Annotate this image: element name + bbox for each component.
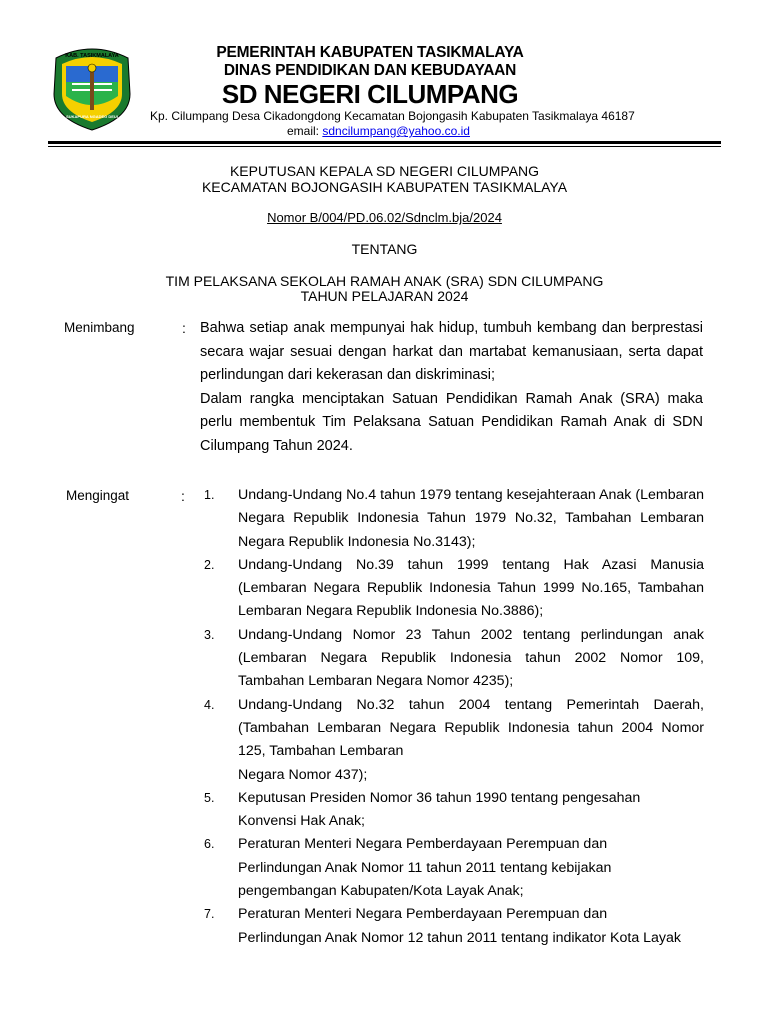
- menimbang-paragraph-2: Dalam rangka menciptakan Satuan Pendidikan Ramah Anak (SRA) maka perlu membentuk Tim Pelaksana Satuan Pendidikan Ramah Anak di SDN Cilumpang Tahun 2024.: [200, 390, 703, 454]
- menimbang-paragraph-1: Bahwa setiap anak mempunyai hak hidup, tumbuh kembang dan berprestasi secara wajar sesuai dengan harkat dan martabat kemanusiaan, serta dapat perlindungan dari kekerasan dan diskriminasi;: [200, 320, 703, 383]
- list-item-number: 3.: [204, 627, 215, 642]
- logo-top-text: KAB. TASIKMALAYA: [65, 53, 119, 59]
- mengingat-colon: :: [181, 488, 185, 504]
- list-item: [204, 554, 704, 624]
- list-item-number: 2.: [204, 557, 215, 572]
- email-label: email:: [287, 124, 320, 138]
- list-item: [204, 694, 704, 787]
- list-item-number: 5.: [204, 790, 215, 805]
- mengingat-label: Mengingat: [66, 488, 130, 503]
- list-item-text-continued: Perlindungan Anak Nomor 11 tahun 2011 tentang kebijakan: [238, 859, 612, 876]
- school-address: Kp. Cilumpang Desa Cikadongdong Kecamatan Bojongasih Kabupaten Tasikmalaya 46187: [150, 109, 635, 123]
- list-item: [204, 624, 704, 694]
- list-item-number: 1.: [204, 488, 215, 502]
- list-item-text-continued: Konvensi Hak Anak;: [238, 813, 365, 830]
- school-name: SD NEGERI CILUMPANG: [221, 79, 519, 109]
- list-item: [204, 833, 704, 903]
- list-item-text: Undang-Undang No.4 tahun 1979 tentang kesejahteraan Anak (Lembaran Negara Republik Indonesia Tahun 1979 No.32, Tambahan Lembaran Negara Republik Indonesia No.3143);: [238, 487, 704, 550]
- list-item-text: Keputusan Presiden Nomor 36 tahun 1990 tentang pengesahan: [238, 789, 641, 806]
- decree-title-2: KECAMATAN BOJONGASIH KABUPATEN TASIKMALAYA: [201, 179, 568, 195]
- list-item-text: Peraturan Menteri Negara Pemberdayaan Perempuan dan: [238, 906, 608, 923]
- decree-subject-1: TIM PELAKSANA SEKOLAH RAMAH ANAK (SRA) SDN CILUMPANG: [165, 273, 604, 289]
- decree-title-1: KEPUTUSAN KEPALA SD NEGERI CILUMPANG: [229, 163, 540, 179]
- email-link[interactable]: sdncilumpang@yahoo.co.id: [322, 124, 470, 138]
- letterhead-rule-thin: [48, 146, 721, 147]
- logo-bottom-text: SUKAPURA NGADEG DEUI: [66, 114, 118, 119]
- menimbang-colon: :: [182, 320, 186, 336]
- list-item-text: Undang-Undang No.39 tahun 1999 tentang Hak Azasi Manusia (Lembaran Negara Republik Indonesia Tahun 1999 No.165, Tambahan Lembaran Negara Republik Indonesia No.3886);: [238, 556, 704, 620]
- letterhead-rule-thick: [48, 141, 721, 144]
- decree-subject-2: TAHUN PELAJARAN 2024: [300, 288, 469, 304]
- list-item-text-continued: pengembangan Kabupaten/Kota Layak Anak;: [238, 883, 524, 900]
- list-item: [204, 484, 704, 554]
- government-title: PEMERINTAH KABUPATEN TASIKMALAYA: [216, 44, 524, 61]
- list-item: [204, 787, 704, 834]
- list-item-number: 4.: [204, 697, 215, 712]
- list-item-number: 6.: [204, 837, 215, 852]
- list-item-text: Undang-Undang Nomor 23 Tahun 2002 tentang perlindungan anak (Lembaran Negara Republik Indonesia tahun 2002 Nomor 109, Tambahan Lembaran Negara Nomor 4235);: [238, 626, 704, 690]
- menimbang-label: Menimbang: [64, 320, 135, 335]
- decree-number: Nomor B/004/PD.06.02/Sdnclm.bja/2024: [267, 210, 502, 225]
- mengingat-list: [204, 484, 704, 950]
- decree-about: TENTANG: [351, 241, 418, 257]
- list-item-text-continued: Negara Nomor 437);: [238, 766, 368, 783]
- list-item: [204, 903, 704, 950]
- department-title: DINAS PENDIDIKAN DAN KEBUDAYAAN: [223, 62, 517, 79]
- list-item-text: Undang-Undang No.32 tahun 2004 tentang Pemerintah Daerah, (Tambahan Lembaran Negara Republik Indonesia tahun 2004 Nomor 125, Tambahan Lembaran: [238, 696, 704, 760]
- list-item-text-continued: Perlindungan Anak Nomor 12 tahun 2011 tentang indikator Kota Layak: [238, 929, 682, 946]
- list-item-number: 7.: [204, 907, 215, 922]
- email-line: [287, 124, 470, 138]
- list-item-text: Peraturan Menteri Negara Pemberdayaan Perempuan dan: [238, 836, 608, 853]
- menimbang-body: [200, 317, 703, 458]
